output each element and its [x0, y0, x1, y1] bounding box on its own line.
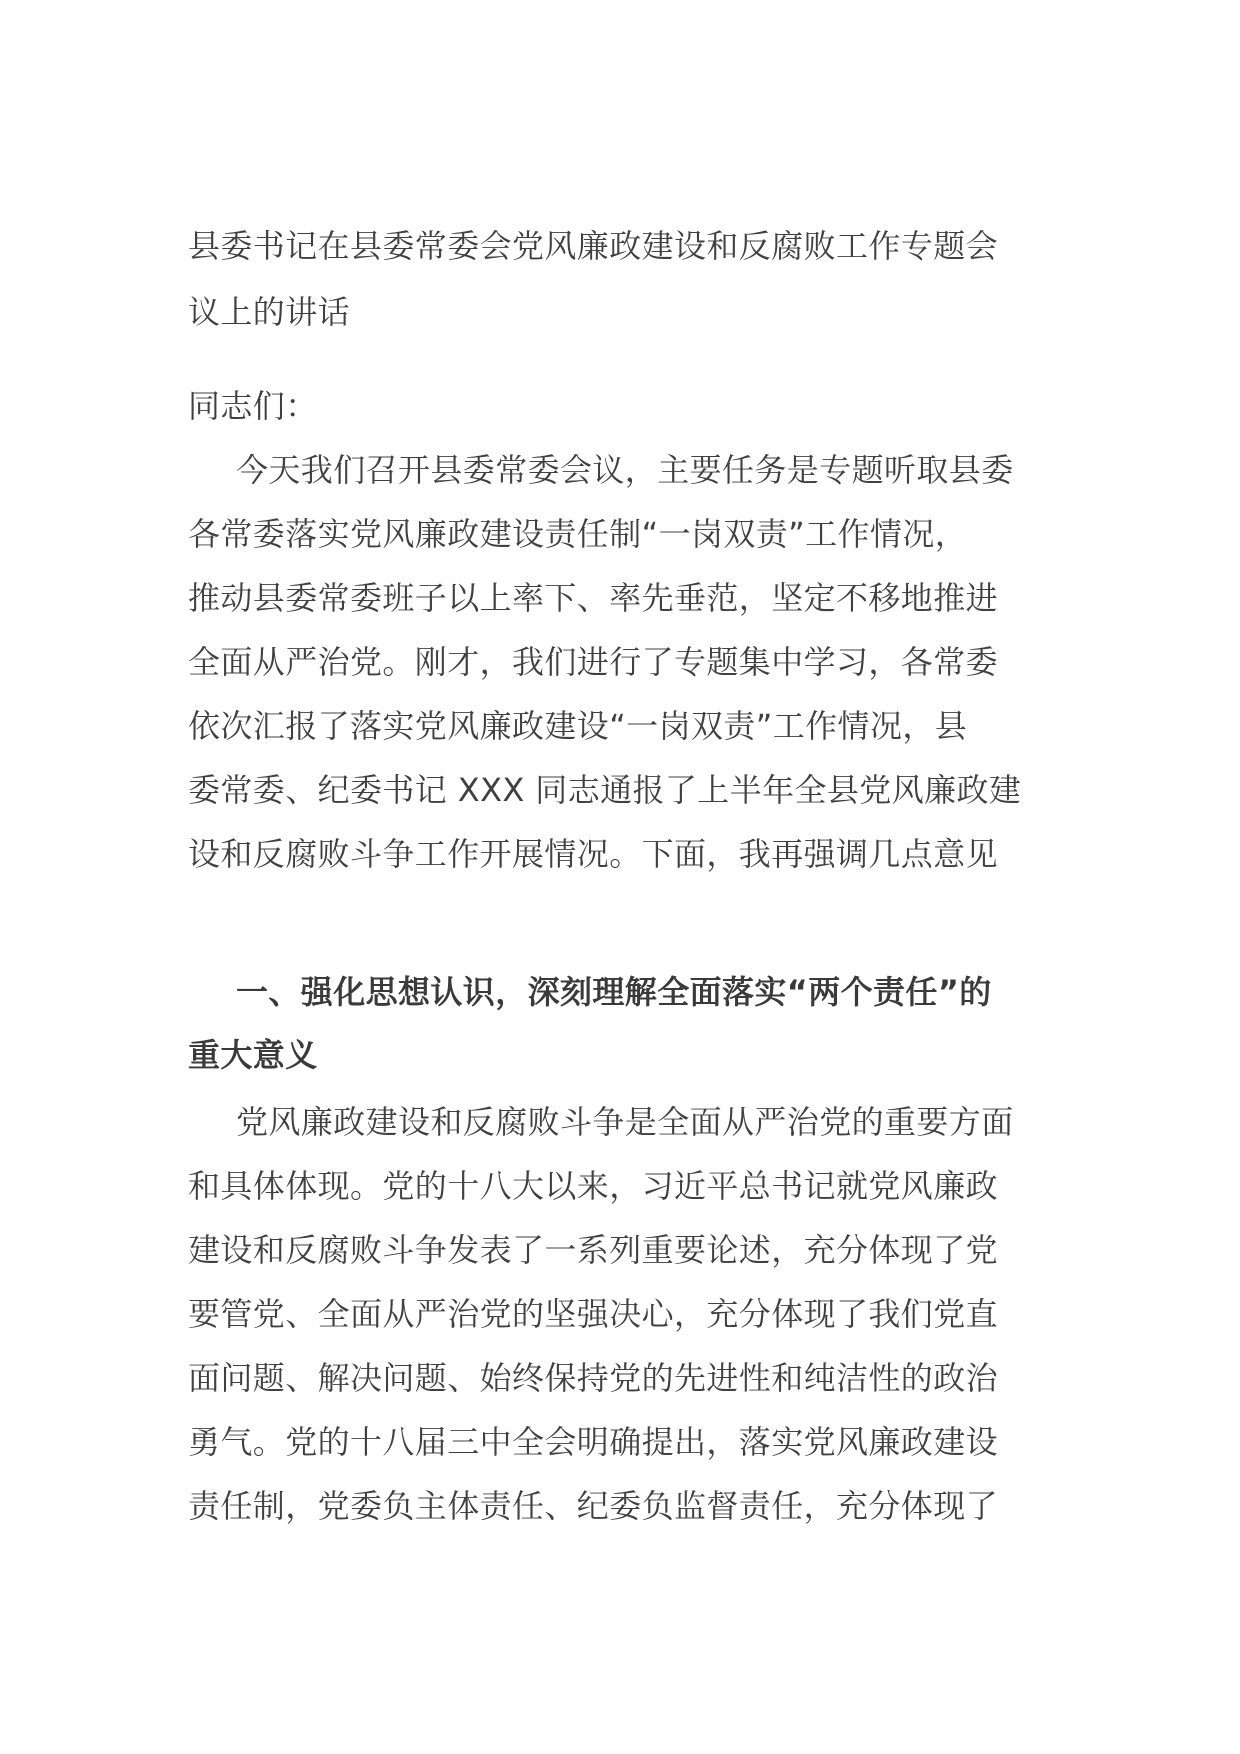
paragraph-2-line: 和具体体现。党的十八大以来，习近平总书记就党风廉政	[188, 1167, 999, 1205]
section-heading-line-2: 重大意义	[188, 1036, 318, 1074]
salutation: 同志们：	[188, 387, 318, 425]
section-heading-line-1: 一、强化思想认识，深刻理解全面落实“两个责任”的	[236, 973, 992, 1011]
paragraph-1-line: 今天我们召开县委常委会议，主要任务是专题听取县委	[236, 451, 1014, 489]
paragraph-1-line: 依次汇报了落实党风廉政建设“一岗双责”工作情况，县	[188, 707, 968, 745]
paragraph-1-line: 委常委、纪委书记 XXX 同志通报了上半年全县党风廉政建	[188, 771, 1022, 809]
paragraph-1-line: 全面从严治党。刚才，我们进行了专题集中学习，各常委	[188, 643, 999, 681]
paragraph-2-line: 要管党、全面从严治党的坚强决心，充分体现了我们党直	[188, 1295, 999, 1333]
paragraph-2-line: 责任制，党委负主体责任、纪委负监督责任，充分体现了	[188, 1487, 999, 1525]
paragraph-2-line: 面问题、解决问题、始终保持党的先进性和纯洁性的政治	[188, 1359, 999, 1397]
document-title-line-2: 议上的讲话	[188, 293, 351, 331]
paragraph-1-line: 推动县委常委班子以上率下、率先垂范，坚定不移地推进	[188, 579, 999, 617]
document-title-line-1: 县委书记在县委常委会党风廉政建设和反腐败工作专题会	[188, 227, 999, 265]
paragraph-1-line: 各常委落实党风廉政建设责任制“一岗双责”工作情况，	[188, 515, 968, 553]
paragraph-2-line: 建设和反腐败斗争发表了一系列重要论述，充分体现了党	[188, 1231, 999, 1269]
paragraph-1-line: 设和反腐败斗争工作开展情况。下面，我再强调几点意见	[188, 835, 999, 873]
paragraph-2-line: 党风廉政建设和反腐败斗争是全面从严治党的重要方面	[236, 1103, 1014, 1141]
paragraph-2-line: 勇气。党的十八届三中全会明确提出，落实党风廉政建设	[188, 1423, 999, 1461]
